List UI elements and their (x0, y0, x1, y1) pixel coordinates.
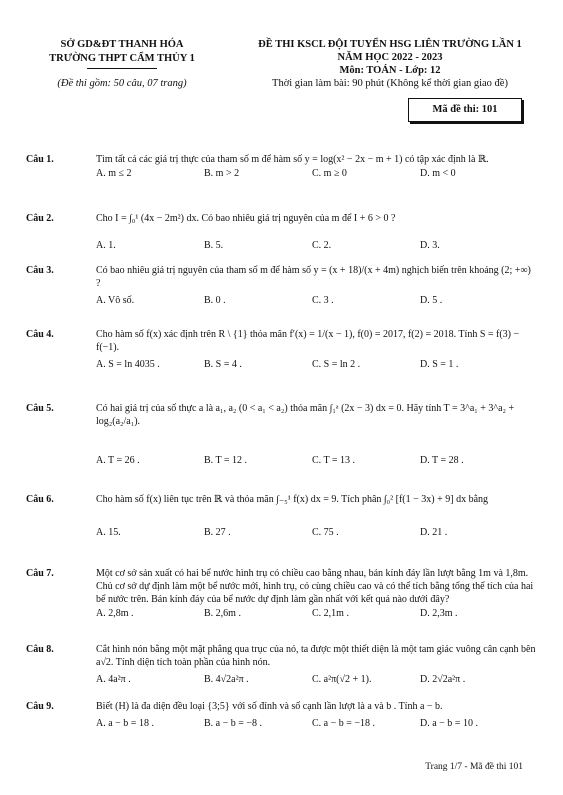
answer-option[interactable]: C. 2. (312, 240, 332, 251)
question-number: Câu 1. (26, 154, 54, 165)
answer-option[interactable]: B. 2,6m . (204, 608, 241, 619)
answer-option[interactable]: B. 5. (204, 240, 224, 251)
answer-option[interactable]: C. a − b = −18 . (312, 718, 376, 729)
answer-options (96, 607, 536, 620)
answer-option[interactable]: A. T = 26 . (96, 455, 140, 466)
answer-option[interactable]: A. 15. (96, 527, 121, 538)
answer-option[interactable]: B. a − b = −8 . (204, 718, 263, 729)
school-year: NĂM HỌC 2022 - 2023 (337, 52, 443, 63)
answer-options (96, 358, 536, 371)
question-text: Có hai giá trị của số thực a là a₁, a₂ (0 < a₁ < a₂) thỏa mãn ∫₁ᵃ (2x − 3) dx = 0. Hãy tính T = 3^a₁ + 3^a₂ + log₂(a₂/a₁). (96, 403, 515, 427)
department-name: SỞ GD&ĐT THANH HÓA (60, 39, 184, 50)
answer-option[interactable]: D. 21 . (420, 527, 448, 538)
subject-line: Môn: TOÁN - Lớp: 12 (339, 65, 441, 76)
answer-option[interactable]: D. a − b = 10 . (420, 718, 478, 729)
question-6 (26, 493, 536, 539)
answer-option[interactable]: B. 27 . (204, 527, 231, 538)
answer-option[interactable]: B. S = 4 . (204, 359, 242, 370)
question-text: Một cơ sở sản xuất có hai bể nước hình trụ có chiều cao bằng nhau, bán kính đáy lần lượt bằng 1m và 1,8m. Chủ cơ sở dự định làm một bể nước mới, hình trụ, có cùng chiều cao và có thể tích bằng tổng thể tích của hai bể nước trên. Bán kính đáy của bể nước dự định làm gần nhất với kết quả nào dưới đây? (96, 568, 534, 605)
question-number: Câu 6. (26, 494, 54, 505)
question-text: Tìm tất cả các giá trị thực của tham số m để hàm số y = log(x² − 2x − m + 1) có tập xác định là ℝ. (96, 154, 489, 165)
answer-option[interactable]: A. 4a²π . (96, 674, 131, 685)
answer-option[interactable]: D. m < 0 (420, 168, 456, 179)
answer-option[interactable]: A. m ≤ 2 (96, 168, 132, 179)
question-3 (26, 264, 536, 307)
exam-header (232, 38, 548, 90)
answer-option[interactable]: D. 2,3m . (420, 608, 458, 619)
question-8 (26, 643, 536, 686)
answer-option[interactable]: A. Vô số. (96, 295, 135, 306)
answer-option[interactable]: D. T = 28 . (420, 455, 464, 466)
answer-option[interactable]: C. m ≥ 0 (312, 168, 347, 179)
question-7 (26, 567, 536, 620)
question-text: Cho hàm số f(x) xác định trên R \ {1} thỏa mãn f′(x) = 1/(x − 1), f(0) = 2017, f(2) = 2018. Tính S = f(3) − f(−1). (96, 329, 520, 353)
answer-option[interactable]: D. 2√2a²π . (420, 674, 466, 685)
answer-options (96, 167, 536, 180)
header-divider (87, 68, 157, 69)
answer-option[interactable]: A. 1. (96, 240, 116, 251)
school-header (22, 38, 222, 91)
answer-option[interactable]: C. S = ln 2 . (312, 359, 361, 370)
page-count-note: (Đề thi gồm: 50 câu, 07 trang) (57, 78, 187, 89)
answer-options (96, 239, 536, 252)
answer-option[interactable]: C. 75 . (312, 527, 339, 538)
answer-options (96, 454, 536, 467)
question-number: Câu 5. (26, 403, 54, 414)
question-2 (26, 212, 536, 252)
answer-option[interactable]: A. a − b = 18 . (96, 718, 154, 729)
exam-title: ĐỀ THI KSCL ĐỘI TUYỂN HSG LIÊN TRƯỜNG LẦN 1 (258, 39, 522, 50)
question-9 (26, 700, 536, 730)
answer-option[interactable]: A. 2,8m . (96, 608, 134, 619)
answer-option[interactable]: D. 5 . (420, 295, 443, 306)
answer-options (96, 717, 536, 730)
question-number: Câu 7. (26, 568, 54, 579)
answer-option[interactable]: C. T = 13 . (312, 455, 356, 466)
answer-option[interactable]: B. 4√2a²π . (204, 674, 249, 685)
question-number: Câu 9. (26, 701, 54, 712)
question-text: Cho hàm số f(x) liên tục trên ℝ và thỏa mãn ∫₋₅¹ f(x) dx = 9. Tích phân ∫₀² [f(1 − 3x) + 9] dx bằng (96, 494, 489, 505)
question-text: Có bao nhiêu giá trị nguyên của tham số m để hàm số y = (x + 18)/(x + 4m) nghịch biến trên khoảng (2; +∞) ? (96, 265, 531, 289)
question-number: Câu 8. (26, 644, 54, 655)
answer-option[interactable]: B. m > 2 (204, 168, 240, 179)
time-line: Thời gian làm bài: 90 phút (Không kể thời gian giao đề) (272, 78, 508, 89)
answer-option[interactable]: B. 0 . (204, 295, 226, 306)
school-name: TRƯỜNG THPT CẨM THỦY 1 (49, 53, 195, 64)
answer-option[interactable]: A. S = ln 4035 . (96, 359, 160, 370)
answer-options (96, 673, 536, 686)
answer-option[interactable]: C. a²π(√2 + 1). (312, 674, 372, 685)
answer-option[interactable]: D. 3. (420, 240, 440, 251)
question-text: Biết (H) là đa diện đều loại {3;5} với số đỉnh và số cạnh lần lượt là a và b . Tính a − b. (96, 701, 443, 712)
answer-options (96, 526, 536, 539)
question-text: Cắt hình nón bằng một mặt phẳng qua trục của nó, ta được một thiết diện là một tam giác vuông cân cạnh bên a√2. Tính diện tích toàn phần của hình nón. (96, 644, 536, 668)
question-number: Câu 2. (26, 213, 54, 224)
exam-code-box: Mã đề thi: 101 (408, 98, 522, 122)
question-5 (26, 402, 536, 467)
question-number: Câu 3. (26, 265, 54, 276)
answer-option[interactable]: C. 3 . (312, 295, 334, 306)
question-number: Câu 4. (26, 329, 54, 340)
question-1 (26, 153, 536, 180)
answer-option[interactable]: B. T = 12 . (204, 455, 248, 466)
answer-option[interactable]: D. S = 1 . (420, 359, 459, 370)
page-footer: Trang 1/7 - Mã đề thi 101 (425, 762, 523, 772)
answer-options (96, 294, 536, 307)
question-4 (26, 328, 536, 371)
answer-option[interactable]: C. 2,1m . (312, 608, 349, 619)
question-text: Cho I = ∫₀¹ (4x − 2m²) dx. Có bao nhiêu giá trị nguyên của m để I + 6 > 0 ? (96, 213, 396, 224)
